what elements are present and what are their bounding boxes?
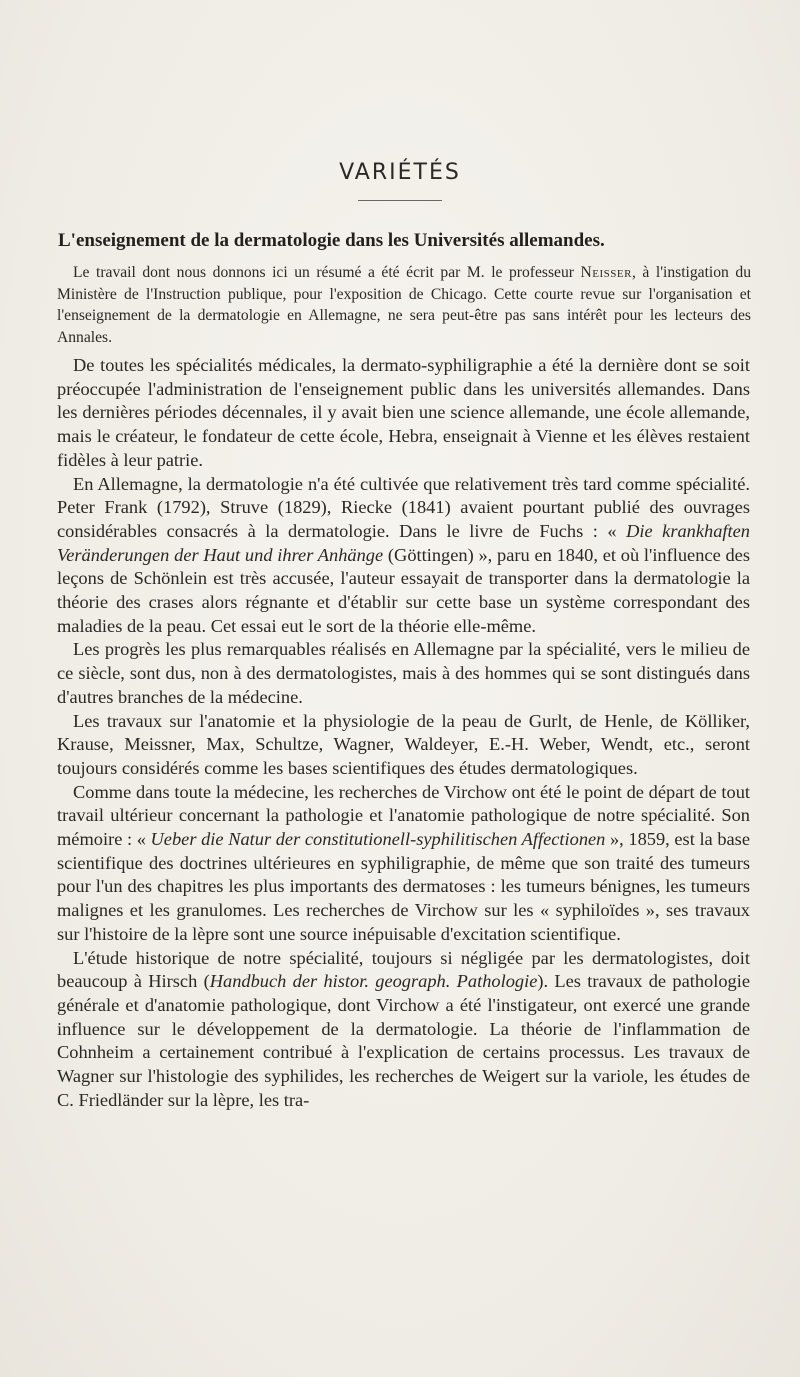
article-title: L'enseignement de la dermatologie dans les Universités allemandes. (58, 230, 605, 251)
paragraph-2-start: En Allemagne, la dermatologie n'a été cultivée que relativement très tard comme spécialité. Peter Frank (1792), Struve (1829), Riecke (1841) avaient pourtant publié des ouvrages considérables consacrés à la dermatologie. Dans le livre de Fuchs : « (57, 473, 750, 541)
paragraph-2-end: (Göttingen) », paru en 1840, et où l'influence des leçons de Schönlein est très accusée, l'auteur essayait de transporter dans la dermatologie la théorie des crases alors régnante et d'établir sur cette base un système correspondant des maladies de la peau. Cet essai eut le sort de la théorie elle-même. (57, 544, 751, 636)
paragraph-5-start: Comme dans toute la médecine, les recherches de Virchow ont été le point de départ de tout travail ultérieur concernant la pathologie et l'anatomie pathologique de notre spécialité. Son mémoire : « (57, 781, 750, 850)
article-body (57, 354, 750, 1113)
paragraph-2 (57, 473, 750, 639)
author-name: Neisser (580, 264, 632, 281)
paragraph-5-end: », 1859, est la base scientifique des doctrines ultérieures en syphiligraphie, de même que son traité des tumeurs pour l'un des chapitres les plus importants des dermatoses : les tumeurs bénignes, les tumeurs malignes et les granulomes. Les recherches de Virchow sur les « syphiloïdes », ses travaux sur l'histoire de la lèpre sont une source inépuisable d'excitation scientifique. (57, 829, 751, 944)
paragraph-5 (57, 781, 750, 947)
title-divider (358, 200, 442, 201)
summary-paragraph (57, 262, 751, 348)
paragraph-3: Les progrès les plus remarquables réalisés en Allemagne par la spécialité, vers le milieu de ce siècle, sont dus, non à des dermatologistes, mais à des hommes qui se sont distingués dans d'autres branches de la médecine. (57, 639, 750, 707)
paragraph-6-start: L'étude historique de notre spécialité, toujours si négligée par les dermatologistes, doit beaucoup à Hirsch ( (57, 947, 750, 992)
paragraph-1: De toutes les spécialités médicales, la dermato-syphiligraphie a été la dernière dont se soit préoccupée l'administration de l'enseignement public dans les universités allemandes. Dans les dernières périodes décennales, il y avait bien une science allemande, une école allemande, mais le créateur, le fondateur de cette école, Hebra, enseignait à Vienne et les élèves restaient fidèles à leur patrie. (57, 355, 750, 470)
summary-text-end: , à l'instigation du Ministère de l'Instruction publique, pour l'exposition de Chicago. Cette courte revue sur l'organisation et l'enseignement de la dermatologie en Allemagne, ne sera peut-être pas sans intérêt pour les lecteurs des Annales. (57, 264, 751, 346)
book-title-hirsch: Handbuch der histor. geograph. Pathologie (209, 971, 538, 992)
memoir-title-virchow: Ueber die Natur der constitutionell-syphilitischen Affectionen (150, 829, 606, 850)
paragraph-6 (57, 947, 750, 1113)
paragraph-6-end: ). Les travaux de pathologie générale et d'anatomie pathologique, dont Virchow a été l'instigateur, ont exercé une grande influence sur le développement de la dermatologie. La théorie de l'inflammation de Cohnheim a certainement contribué à l'explication de certains processus. Les travaux de Wagner sur l'histologie des syphilides, les recherches de Weigert sur la variole, les études de C. Friedländer sur la lèpre, les tra- (57, 971, 750, 1110)
paragraph-4: Les travaux sur l'anatomie et la physiologie de la peau de Gurlt, de Henle, de Kölliker, Krause, Meissner, Max, Schultze, Wagner, Waldeyer, E.-H. Weber, Wendt, etc., seront toujours considérés comme les bases scientifiques des études dermatologiques. (57, 710, 750, 778)
summary-text-start: Le travail dont nous donnons ici un résumé a été écrit par M. le professeur (73, 264, 581, 281)
book-title-fuchs: Die krankhaften Veränderungen der Haut und ihrer Anhänge (57, 520, 750, 565)
section-title: VARIÉTÉS (339, 160, 461, 185)
